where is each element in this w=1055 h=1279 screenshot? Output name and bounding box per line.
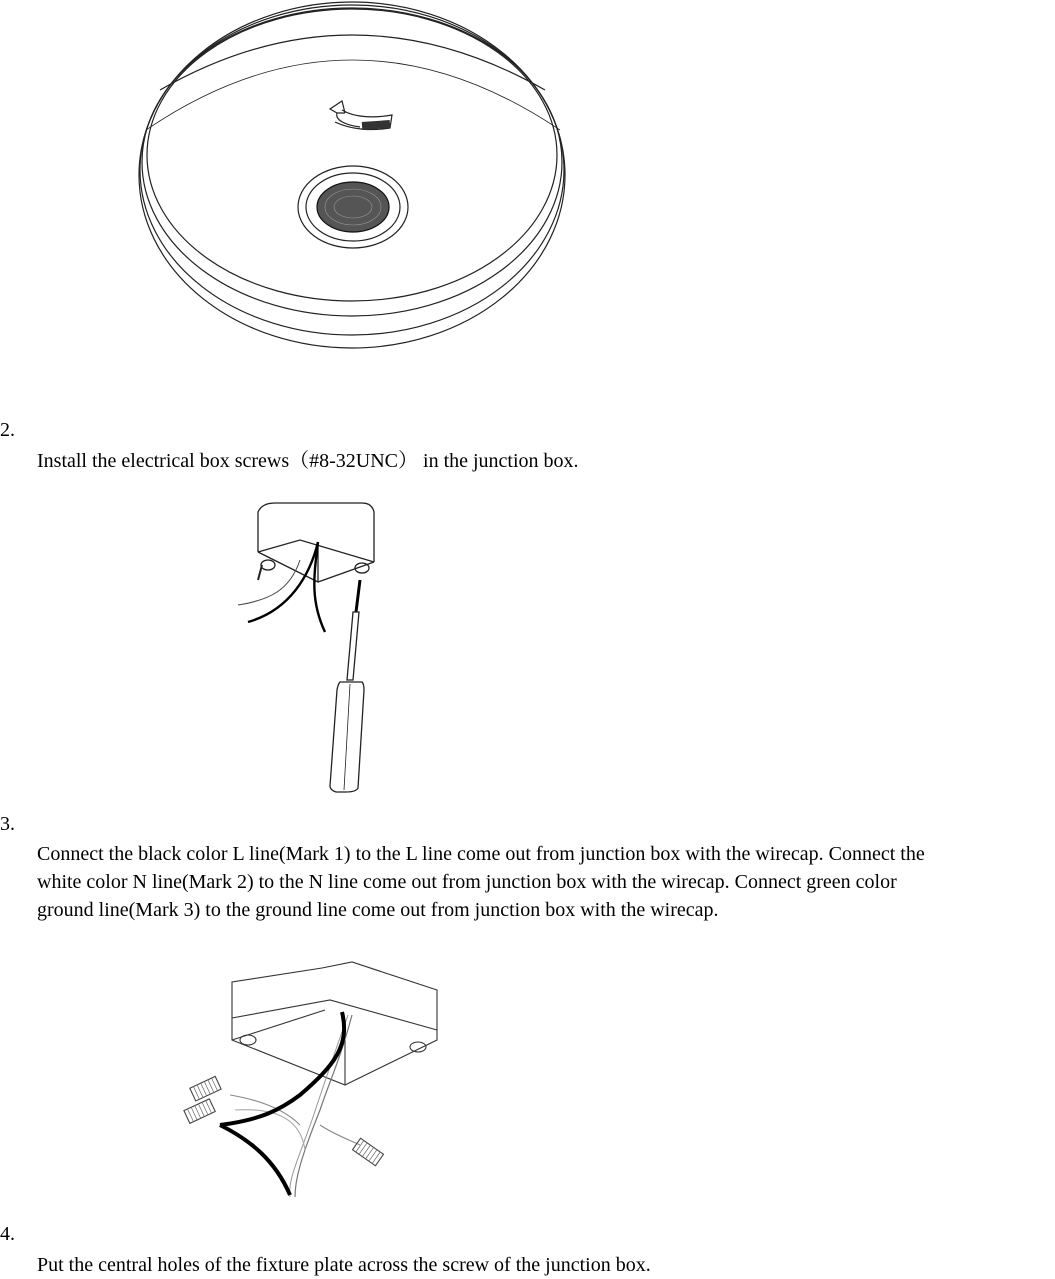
step-text-line: ground line(Mark 3) to the ground line come out from junction box with the wirecap. xyxy=(37,899,719,921)
step-number: 4. xyxy=(0,1223,15,1245)
step-text-line: Connect the black color L line(Mark 1) to the L line come out from junction box with the wirecap. Connect the xyxy=(37,843,925,865)
step-text: Put the central holes of the fixture plate across the screw of the junction box. xyxy=(37,1254,651,1276)
step-number: 2. xyxy=(0,419,15,441)
junction-box-wiring-illustration xyxy=(0,955,1055,1205)
step-number: 3. xyxy=(0,813,15,835)
step-text: Install the electrical box screws（#8-32UNC） in the junction box. xyxy=(37,450,579,472)
junction-box-screwdriver-illustration xyxy=(0,490,1055,800)
step-text xyxy=(37,840,925,924)
ceiling-fixture-illustration xyxy=(0,0,1055,380)
step-text-line: white color N line(Mark 2) to the N line come out from junction box with the wirecap. Connect green color xyxy=(37,871,897,893)
